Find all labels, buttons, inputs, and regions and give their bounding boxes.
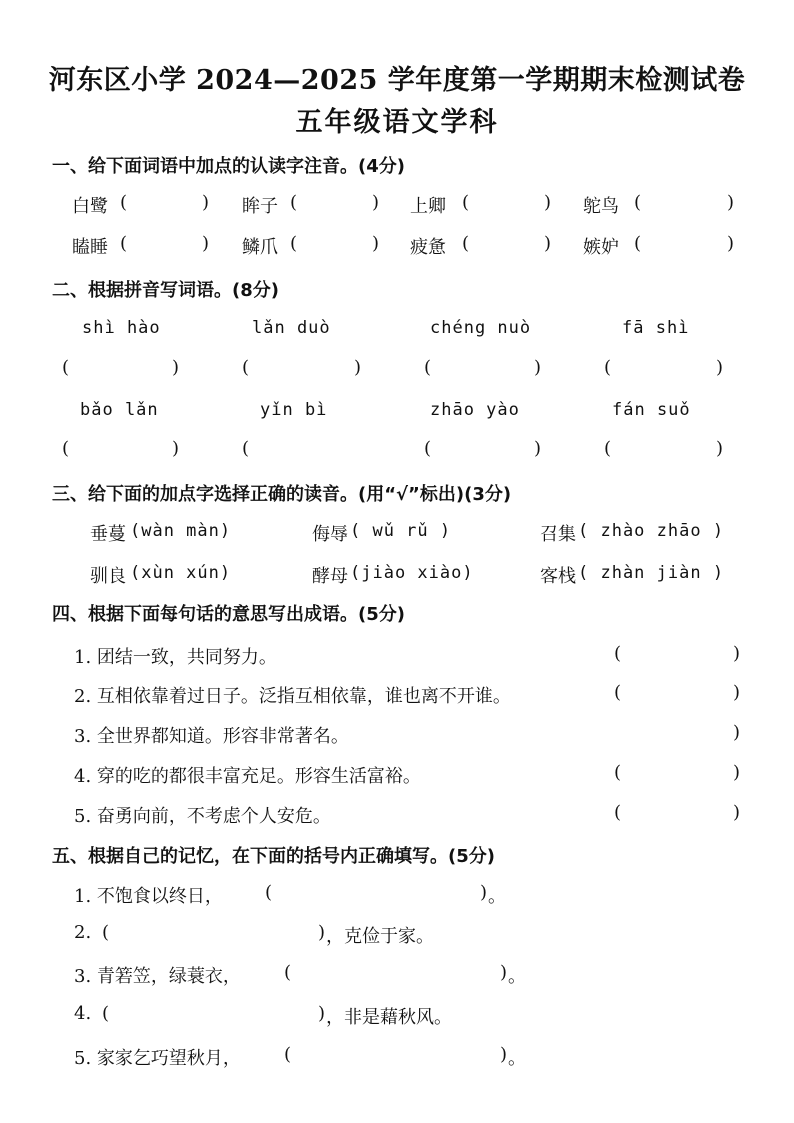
section3-word: 侮辱	[312, 524, 348, 545]
open-bracket: (	[614, 643, 622, 664]
open-bracket: (	[614, 802, 622, 823]
section5-heading: 五、根据自己的记忆，在下面的括号内正确填写。(5分)	[52, 846, 495, 867]
close-bracket: )	[727, 233, 735, 254]
section1-item: 眸子	[242, 196, 278, 217]
close-bracket: )	[534, 438, 542, 459]
open-bracket: (	[634, 192, 642, 213]
close-bracket: )	[372, 233, 380, 254]
close-bracket: )	[500, 1044, 508, 1065]
idiom-clue: 1. 团结一致，共同努力。	[74, 647, 277, 668]
pinyin-prompt: zhāo yào	[430, 400, 520, 420]
section1-item: 鸵鸟	[583, 196, 619, 217]
close-bracket: )	[202, 233, 210, 254]
poem-prefix: 1. 不饱食以终日，	[74, 886, 223, 907]
section3-word: 驯良	[90, 566, 126, 587]
poem-prefix: 4.	[74, 1003, 92, 1024]
open-bracket: (	[102, 1003, 110, 1024]
open-bracket: (	[462, 233, 470, 254]
pinyin-prompt: yǐn bì	[260, 400, 328, 420]
close-bracket: )	[534, 357, 542, 378]
open-bracket: (	[604, 357, 612, 378]
open-bracket: (	[242, 438, 250, 459]
section1-item: 鳞爪	[242, 237, 278, 258]
section1-item: 瞌睡	[72, 237, 108, 258]
close-bracket: )	[733, 802, 741, 823]
open-bracket: (	[614, 682, 622, 703]
section3-heading: 三、给下面的加点字选择正确的读音。(用“√”标出)(3分)	[52, 484, 512, 505]
open-bracket: (	[62, 438, 70, 459]
pinyin-prompt: shì hào	[82, 318, 161, 338]
open-bracket: (	[242, 357, 250, 378]
open-bracket: (	[265, 882, 273, 903]
open-bracket: (	[614, 762, 622, 783]
section1-item: 嫉妒	[583, 237, 619, 258]
pinyin-prompt: bǎo lǎn	[80, 400, 159, 420]
poem-prefix: 3. 青箬笠，绿蓑衣，	[74, 966, 241, 987]
section3-options: (jiào xiào)	[350, 563, 474, 583]
pinyin-prompt: chéng nuò	[430, 318, 532, 338]
close-bracket: )	[733, 682, 741, 703]
exam-subtitle: 五年级语文学科	[295, 107, 499, 138]
open-bracket: (	[120, 233, 128, 254]
section3-options: ( wǔ rǔ )	[350, 521, 452, 541]
open-bracket: (	[284, 1044, 292, 1065]
idiom-clue: 2. 互相依靠着过日子。泛指互相依靠，谁也离不开谁。	[74, 686, 511, 707]
open-bracket: (	[462, 192, 470, 213]
close-bracket: )	[716, 357, 724, 378]
open-bracket: (	[604, 438, 612, 459]
section1-item: 疲惫	[410, 237, 446, 258]
close-bracket: )	[172, 357, 180, 378]
pinyin-prompt: fā shì	[622, 318, 690, 338]
section3-options: (xùn xún)	[130, 563, 232, 583]
open-bracket: (	[424, 438, 432, 459]
idiom-clue: 4. 穿的吃的都很丰富充足。形容生活富裕。	[74, 766, 421, 787]
open-bracket: (	[424, 357, 432, 378]
section3-word: 酵母	[312, 566, 348, 587]
close-bracket: )	[733, 762, 741, 783]
close-bracket: )	[318, 1003, 326, 1024]
poem-suffix: 。	[508, 1048, 526, 1069]
close-bracket: )	[716, 438, 724, 459]
section3-options: ( zhàn jiàn )	[578, 563, 725, 583]
open-bracket: (	[634, 233, 642, 254]
section3-word: 垂蔓	[90, 524, 126, 545]
close-bracket: )	[372, 192, 380, 213]
poem-suffix: ，克俭于家。	[326, 926, 434, 947]
close-bracket: )	[727, 192, 735, 213]
section1-item: 上卿	[410, 196, 446, 217]
open-bracket: (	[120, 192, 128, 213]
pinyin-prompt: fán suǒ	[612, 400, 691, 420]
open-bracket: (	[290, 233, 298, 254]
section4-heading: 四、根据下面每句话的意思写出成语。(5分)	[52, 604, 405, 625]
open-bracket: (	[102, 922, 110, 943]
poem-suffix: 。	[488, 886, 506, 907]
open-bracket: (	[62, 357, 70, 378]
open-bracket: (	[290, 192, 298, 213]
close-bracket: )	[354, 357, 362, 378]
close-bracket: )	[172, 438, 180, 459]
pinyin-prompt: lǎn duò	[252, 318, 331, 338]
close-bracket: )	[544, 192, 552, 213]
close-bracket: )	[480, 882, 488, 903]
section3-options: (wàn màn)	[130, 521, 232, 541]
poem-suffix: 。	[508, 966, 526, 987]
poem-prefix: 2.	[74, 922, 92, 943]
open-bracket: (	[284, 962, 292, 983]
section3-options: ( zhào zhāo )	[578, 521, 725, 541]
section2-heading: 二、根据拼音写词语。(8分)	[52, 280, 279, 301]
section3-word: 召集	[540, 524, 576, 545]
close-bracket: )	[733, 722, 741, 743]
section1-item: 白鹭	[72, 196, 108, 217]
section3-word: 客栈	[540, 566, 576, 587]
close-bracket: )	[544, 233, 552, 254]
poem-suffix: ，非是藉秋风。	[326, 1007, 452, 1028]
section1-heading: 一、给下面词语中加点的认读字注音。(4分)	[52, 156, 405, 177]
close-bracket: )	[202, 192, 210, 213]
close-bracket: )	[318, 922, 326, 943]
poem-prefix: 5. 家家乞巧望秋月，	[74, 1048, 241, 1069]
close-bracket: )	[500, 962, 508, 983]
idiom-clue: 3. 全世界都知道。形容非常著名。	[74, 726, 349, 747]
exam-title: 河东区小学 2024—2025 学年度第一学期期末检测试卷	[48, 65, 746, 96]
idiom-clue: 5. 奋勇向前，不考虑个人安危。	[74, 806, 331, 827]
close-bracket: )	[733, 643, 741, 664]
